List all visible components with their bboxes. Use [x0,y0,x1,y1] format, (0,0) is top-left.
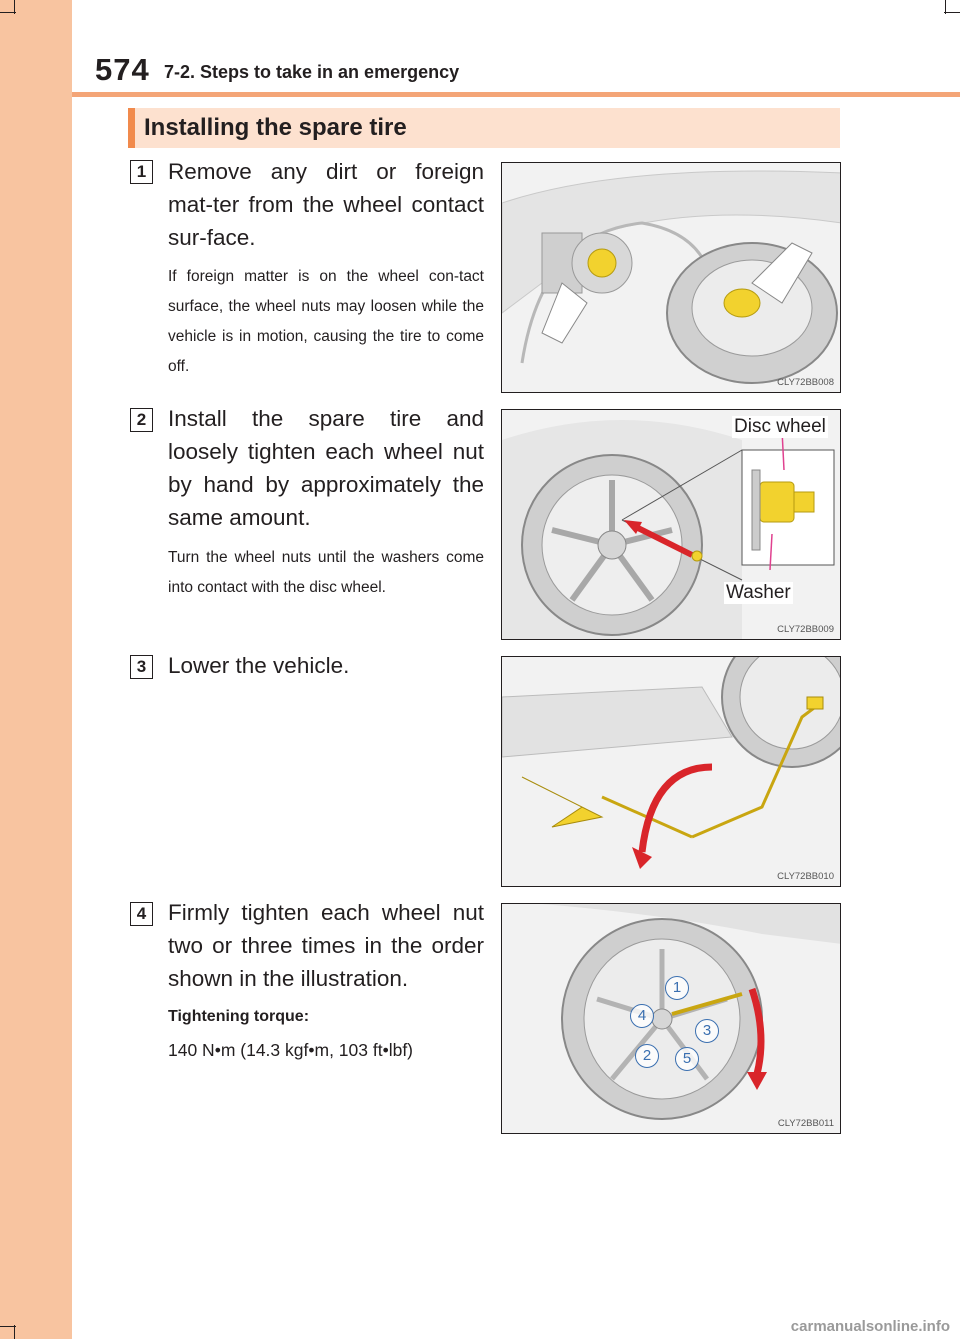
figure-code: CLY72BB010 [777,871,834,882]
step-text: Install the spare tire and loosely tighten each wheel nut by hand by approximately the same amount. [168,406,484,530]
callout-disc-wheel: Disc wheel [734,416,826,437]
nut-order-number: 2 [635,1044,659,1068]
figure-code: CLY72BB008 [777,377,834,388]
section-header: 7-2. Steps to take in an emergency [164,62,460,82]
callout-washer: Washer [726,582,791,603]
step-note: If foreign matter is on the wheel con-tact surface, the wheel nuts may loosen while the vehicle is in motion, causing the tire to come off. [168,268,484,375]
nut-order-number: 5 [675,1047,699,1071]
figure-tighten-order [501,903,841,1134]
torque-label: Tightening torque: [168,1008,310,1025]
step-text: Remove any dirt or foreign mat-ter from the wheel contact sur-face. [168,159,484,250]
step-badge: 4 [130,902,153,926]
crop-mark [945,0,946,14]
step-badge: 1 [130,160,153,184]
watermark: carmanualsonline.info [790,1318,950,1335]
page-number: 574 [95,52,150,87]
figure-install-spare [501,409,841,640]
figure-lower-vehicle [501,656,841,887]
chapter-side-band [0,0,72,1339]
figure-clean-wheel [501,162,841,393]
step-text: Lower the vehicle. [168,653,350,678]
step-note: Turn the wheel nuts until the washers come into contact with the disc wheel. [168,549,484,596]
nut-order-number: 1 [665,976,689,1000]
step-text: Firmly tighten each wheel nut two or three times in the order shown in the illustration. [168,900,484,991]
figure-code: CLY72BB009 [777,624,834,635]
figure-code: CLY72BB011 [777,1118,834,1129]
step-badge: 2 [130,408,153,432]
torque-value: 140 N•m (14.3 kgf•m, 103 ft•lbf) [168,1040,414,1060]
crop-mark [14,0,15,14]
header-rule [72,92,960,97]
nut-order-number: 4 [630,1004,654,1028]
crop-mark [944,12,960,13]
section-title-accent [128,108,135,148]
crop-mark [14,1325,15,1339]
nut-order-number: 3 [695,1019,719,1043]
section-title-bar [128,108,840,148]
step-badge: 3 [130,655,153,679]
section-title: Installing the spare tire [144,114,407,141]
